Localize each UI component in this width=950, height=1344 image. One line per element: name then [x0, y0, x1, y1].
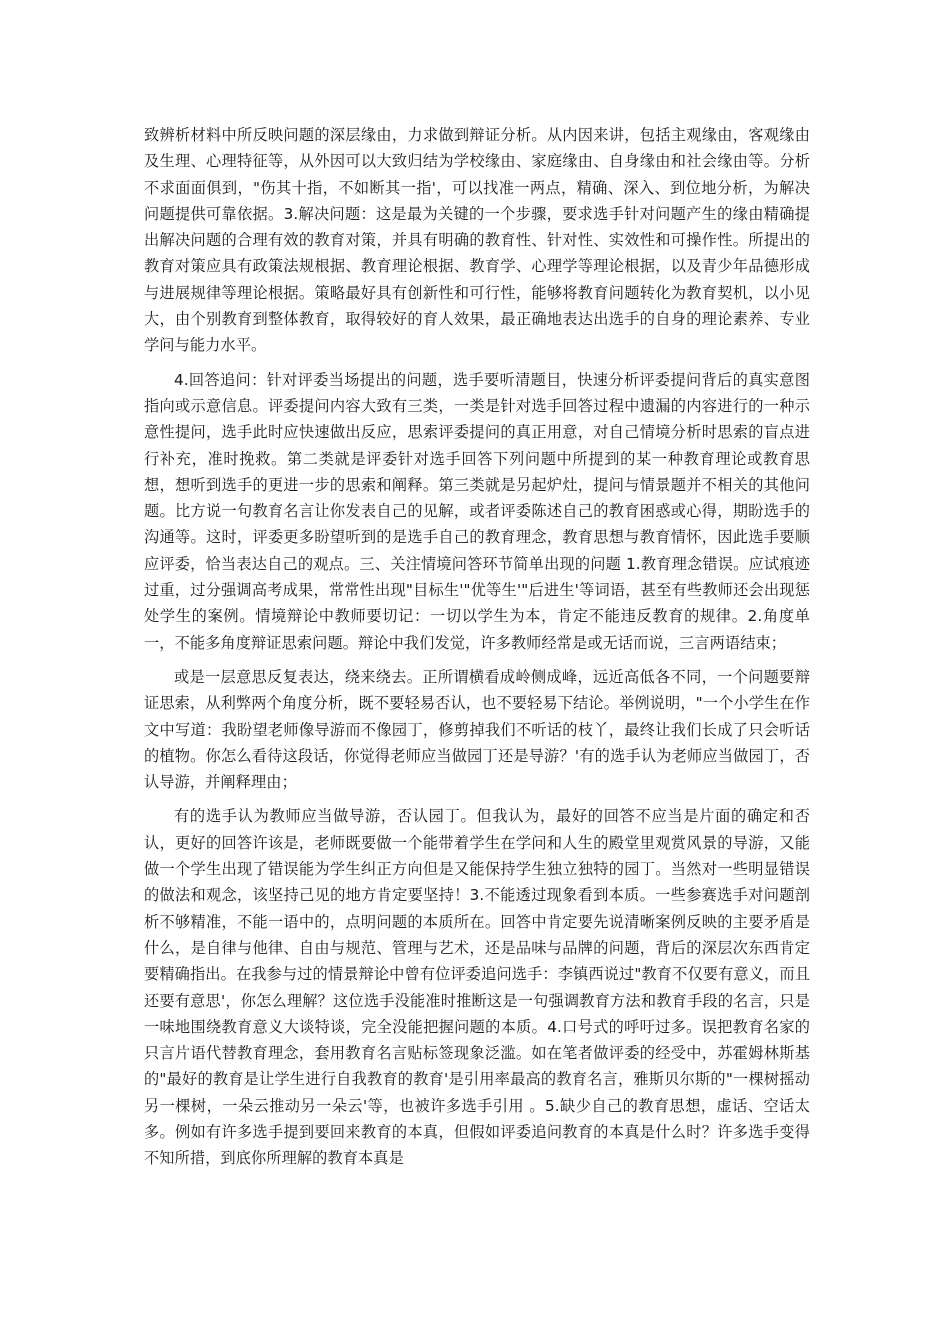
paragraph-tour-guide-gardener: 有的选手认为教师应当做导游，否认园丁。但我认为，最好的回答不应当是片面的确定和否认，更好的回答许该是，老师既要做一个能带着学生在学问和人生的殿堂里观赏风景的导游，又能做一个学生出现了错误能为学生纠正方向但是又能保持学生独立独特的园丁。当然对一些明显错误的做法和观念，该坚持己见的地方肯定要坚持！3.不能透过现象看到本质。一些参赛选手对问题剖析不够精准，不能一语中的，点明问题的本质所在。回答中肯定要先说清晰案例反映的主要矛盾是什么，是自律与他律、自由与规范、管理与艺术，还是品味与品牌的问题，背后的深层次东西肯定要精确指出。在我参与过的情景辩论中曾有位评委追问选手：李镇西说过"教育不仅要有意义，而且还要有意思'，你怎么理解？这位选手没能准时推断这是一句强调教育方法和教育手段的名言，只是一味地围绕教育意义大谈特谈，完全没能把握问题的本质。4.口号式的呼吁过多。误把教育名家的只言片语代替教育理念，套用教育名言贴标签现象泛滥。如在笔者做评委的经受中，苏霍姆林斯基的"最好的教育是让学生进行自我教育的教育'是引用率最高的教育名言，雅斯贝尔斯的"一棵树摇动另一棵树，一朵云推动另一朵云'等，也被许多选手引用 。5.缺少自己的教育思想，虚话、空话太多。例如有许多选手提到要回来教育的本真，但假如评委追问教育的本真是什么时？许多选手变得不知所措，到底你所理解的教育本真是	[144, 807, 810, 1168]
paragraph-answer-followup: 4.回答追问：针对评委当场提出的问题，选手要听清题目，快速分析评委提问背后的真实意图指向或示意信息。评委提问内容大致有三类，一类是针对选手回答过程中遗漏的内容进行的一种示意性提问，选手此时应快速做出反应，思索评委提问的真正用意，对自己情境分析时思索的盲点进行补充，准时挽救。第二类就是评委针对选手回答下列问题中所提到的某一种教育理论或教育思想，想听到选手的更进一步的思索和阐释。第三类就是另起炉灶，提问与情景题并不相关的其他问题。比方说一句教育名言让你发表自己的见解，或者评委陈述自己的教育困惑或心得，期盼选手的沟通等。这时，评委更多盼望听到的是选手自己的教育理念，教育思想与教育情怀，因此选手要顺应评委，恰当表达自己的观点。三、关注情境问答环节简单出现的问题 1.教育理念错误。应试痕迹过重，过分强调高考成果，常常性出现"目标生'"优等生'"后进生'等词语，甚至有些教师还会出现惩处学生的案例。情境辩论中教师要切记：一切以学生为本，肯定不能违反教育的规律。2.角度单一，不能多角度辩证思索问题。辩论中我们发觉，许多教师经常是或无话而说，三言两语结束；	[144, 370, 810, 652]
paragraph-dialectical-thinking: 或是一层意思反复表达，绕来绕去。正所谓横看成岭侧成峰，远近高低各不同，一个问题要辩证思索，从利弊两个角度分析，既不要轻易否认，也不要轻易下结论。举例说明，"一个小学生在作文中写道：我盼望老师像导游而不像园丁，修剪掉我们不听话的枝丫，最终让我们长成了只会听话的植物。你怎么看待这段话，你觉得老师应当做园丁还是导游？'有的选手认为老师应当做园丁，否认导游，并阐释理由；	[144, 667, 810, 792]
document-page	[144, 122, 810, 1180]
paragraph-analysis-continued: 致辨析材料中所反映问题的深层缘由，力求做到辩证分析。从内因来讲，包括主观缘由，客观缘由及生理、心理特征等，从外因可以大致归结为学校缘由、家庭缘由、自身缘由和社会缘由等。分析不求面面俱到，"伤其十指，不如断其一指'，可以找准一两点，精确、深入、到位地分析，为解决问题提供可靠依据。3.解决问题：这是最为关键的一个步骤，要求选手针对问题产生的缘由精确提出解决问题的合理有效的教育对策，并具有明确的教育性、针对性、实效性和可操作性。所提出的教育对策应具有政策法规根据、教育理论根据、教育学、心理学等理论根据，以及青少年品德形成与进展规律等理论根据。策略最好具有创新性和可行性，能够将教育问题转化为教育契机，以小见大，由个别教育到整体教育，取得较好的育人效果，最正确地表达出选手的自身的理论素养、专业学问与能力水平。	[144, 126, 810, 355]
